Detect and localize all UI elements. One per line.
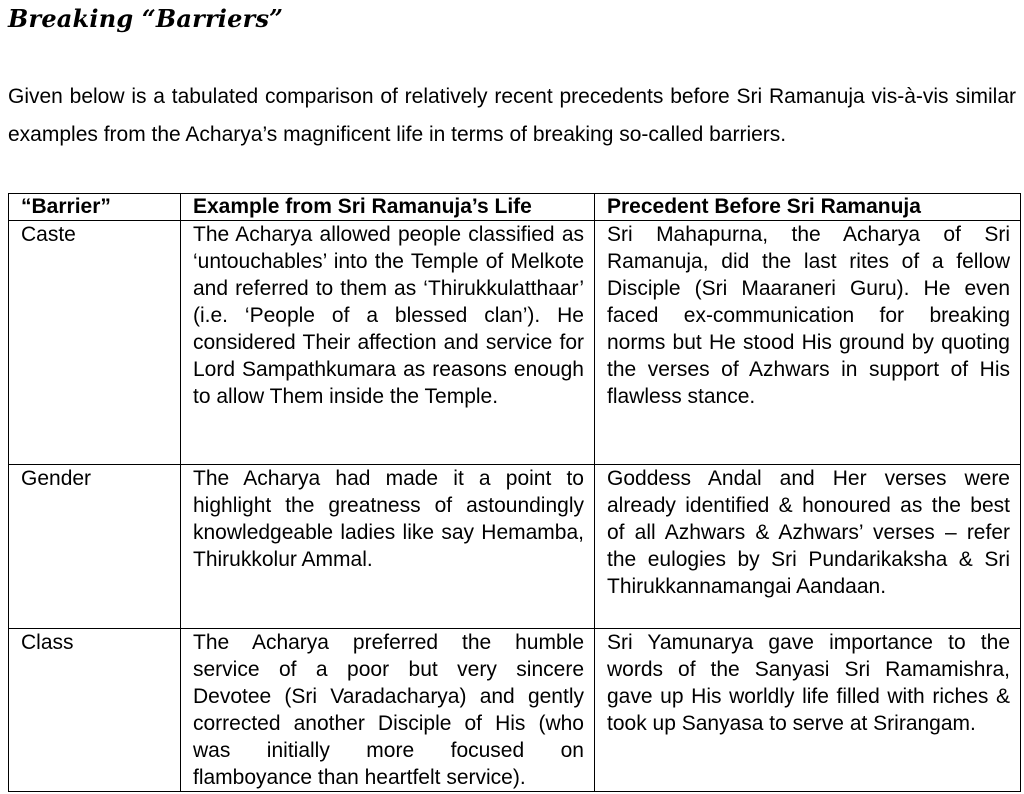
barrier-cell: Caste — [9, 221, 181, 465]
precedent-cell: Goddess Andal and Her verses were already identified & honoured as the best of all Azhwars & Azhwars’ verses – refer the eulogies by Sri Pundarikaksha & Sri Thirukkannamangai Aandaan. — [595, 465, 1021, 629]
precedent-cell: Sri Mahapurna, the Acharya of Sri Ramanuja, did the last rites of a fellow Disciple (Sri Maaraneri Guru). He even faced ex-communication for breaking norms but He stood His ground by quoting the verses of Azhwars in support of His flawless stance. — [595, 221, 1021, 465]
example-cell: The Acharya preferred the humble service of a poor but very sincere Devotee (Sri Varadacharya) and gently corrected another Disciple of His (who was initially more focused on flamboyance than heartfelt service). — [181, 629, 595, 792]
header-barrier: “Barrier” — [9, 194, 181, 221]
barrier-cell: Gender — [9, 465, 181, 629]
comparison-table — [8, 193, 1021, 792]
header-example: Example from Sri Ramanuja’s Life — [181, 194, 595, 221]
table-row — [9, 221, 1021, 465]
intro-paragraph: Given below is a tabulated comparison of relatively recent precedents before Sri Ramanuja vis-à-vis similar examples from the Acharya’s magnificent life in terms of breaking so-called barriers. — [8, 85, 1016, 146]
example-cell: The Acharya had made it a point to highlight the greatness of astoundingly knowledgeable ladies like say Hemamba, Thirukkolur Ammal. — [181, 465, 595, 629]
table-row — [9, 465, 1021, 629]
table-header-row — [9, 194, 1021, 221]
barrier-cell: Class — [9, 629, 181, 792]
document-title: Breaking “Barriers” — [8, 4, 284, 33]
precedent-cell: Sri Yamunarya gave importance to the words of the Sanyasi Sri Ramamishra, gave up His worldly life filled with riches & took up Sanyasa to serve at Srirangam. — [595, 629, 1021, 792]
example-cell: The Acharya allowed people classified as ‘untouchables’ into the Temple of Melkote and referred to them as ‘Thirukkulatthaar’ (i.e. ‘People of a blessed clan’). He considered Their affection and service for Lord Sampathkumara as reasons enough to allow Them inside the Temple. — [181, 221, 595, 465]
table-row — [9, 629, 1021, 792]
header-precedent: Precedent Before Sri Ramanuja — [595, 194, 1021, 221]
